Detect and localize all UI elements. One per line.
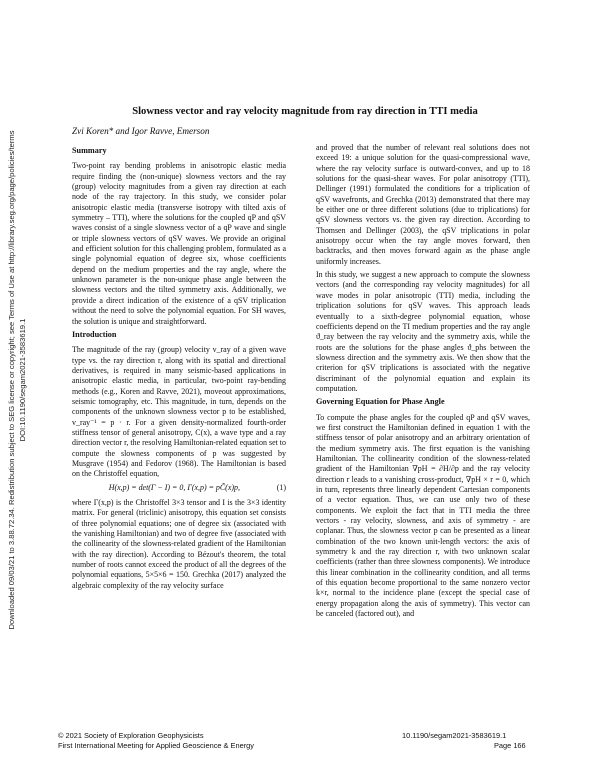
governing-equation-heading: Governing Equation for Phase Angle: [316, 397, 445, 407]
summary-heading: Summary: [72, 146, 107, 155]
summary-paragraph: Two-point ray bending problems in anisotropic elastic media require finding the (non-unique) slowness vectors and the ray (group) velocity magnitudes from a given ray direction at each node of the ray trajectory. In this study, we consider polar anisotropic elastic media (transverse isotropy with tilted axis of symmetry – TTI), where the solutions for the coupled qP and qSV waves consist of a single slowness vector of a qP wave and single or triple slowness vectors of qSV waves. We provide an original and efficient solution for this challenging problem, formulated as a single polynomial equation of degree six, whose coefficients depend on the medium properties and the ray angle, where the unknown parameter is the non-unique phase angle between the slowness vectors and the tilted symmetry axis. Additionally, we provide a direct indication of the existence of a qSV triplication without the need to solve the polynomial equation. For SH waves, the solution is unique and straightforward.: [72, 161, 286, 326]
paper-authors: Zvi Koren* and Igor Ravve, Emerson: [72, 126, 210, 136]
introduction-paragraph-1: The magnitude of the ray (group) velocity v_ray of a given wave type vs. the ray direction r, along with its spatial and directional derivatives, is required in many seismic-based applications in anisotropic elastic media, in particular, two-point ray-bending methods (e.g., Koren and Ravve, 2021), moveout approximations, seismic tomography, etc. This magnitude, in turn, depends on the components of the unknown slowness vector p to be established, v_ray⁻¹ = p · r. For a given density-normalized fourth-order stiffness tensor of general anisotropy, C(x), a wave type and a ray direction vector r, the resolving Hamiltonian-related equation set to compute the slowness components of p was suggested by Musgrave (1954) and Fedorov (1968). The Hamiltonian is based on the Christoffel equation,: [72, 345, 286, 479]
equation-number: (1): [276, 482, 286, 492]
footer-copyright: © 2021 Society of Exploration Geophysicists: [58, 731, 204, 740]
equation-text: H(x,p) = det(Γ − I) = 0, Γ(x,p) = pC̃(x)p,: [108, 482, 240, 492]
right-paragraph-2: In this study, we suggest a new approach to compute the slowness vectors (and the corresponding ray velocity magnitudes) for all wave modes in polar anisotropic (TTI) media, including the triplication solutions for qSV waves. This approach leads eventually to a sixth-degree polynomial equation, whose coefficients depend on the TI medium properties and the ray angle ϑ_ray between the ray velocity and the symmetry axis, while the roots are the solutions for the phase angles ϑ_phs between the slowness direction and the symmetry axis. We then show that the criterion for qSV triplications is associated with the negative discriminant of the polynomial equation and explain its computation.: [316, 270, 530, 393]
right-column: [316, 143, 530, 622]
paper-title: Slowness vector and ray velocity magnitude from ray direction in TTI media: [132, 106, 478, 117]
left-column: [72, 143, 286, 594]
introduction-heading: Introduction: [72, 329, 117, 339]
introduction-paragraph-2: where Γ(x,p) is the Christoffel 3×3 tensor and I is the 3×3 identity matrix. For general (triclinic) anisotropy, this equation set consists of three polynomial equations; one of degree six (associated with the vanishing Hamiltonian) and two of degree five (associated with the collinearity of the slowness-related gradient of the Hamiltonian with the ray direction). According to Bézout's theorem, the total number of roots cannot exceed the product of all the degrees of the polynomial equations, 5×5×6 = 150. Grechka (2017) analyzed the algebraic complexity of the ray velocity surface: [72, 498, 286, 590]
right-paragraph-1: and proved that the number of relevant real solutions does not exceed 19: a unique solution for the quasi-compressional wave, where the ray velocity surface is outward-convex, and up to 18 solutions for the quasi-shear waves. For polar anisotropy (TTI), Dellinger (1991) formulated the conditions for a triplication of qSV wavefronts, and Grechka (2013) demonstrated that there may be either one or three different solutions (due to triplications) for qSV slowness vectors vs. the given ray direction. According to Thomsen and Dellinger (2003), the qSV triplications in polar anisotropy occur when the ray angle moves forward, then backtracks, and then moves forward again as the phase angle uniformly increases.: [316, 143, 530, 266]
footer-meeting: First International Meeting for Applied Geoscience & Energy: [58, 741, 254, 750]
watermark-line-2: DOI:10.1190/segam2021-3583619.1: [18, 318, 27, 442]
watermark-line-1: Downloaded 09/03/21 to 3.88.72.34. Redistribution subject to SEG license or copyright; see Terms of Use at http://library.seg.org/page/policies/terms: [7, 130, 16, 630]
equation-1: [72, 483, 286, 493]
footer-doi: 10.1190/segam2021-3583619.1: [402, 731, 507, 740]
footer-page-number: Page 166: [494, 741, 526, 750]
right-paragraph-3: To compute the phase angles for the coupled qP and qSV waves, we first construct the Hamiltonian defined in equation 1 with the stiffness tensor of polar anisotropy and an arbitrary orientation of the medium symmetry axis. The first equation is the vanishing Hamiltonian. The collinearity condition of the slowness-related gradient of the Hamiltonian ∇pH = ∂H/∂p and the ray velocity direction r leads to a vanishing cross-product, ∇pH × r = 0, which in turn, represents three linearly dependent Cartesian components of a vector equation. Thus, we can use only two of these components. We exploit the fact that in TTI media the three vectors - ray velocity, slowness, and axis of symmetry - are coplanar. Thus, the slowness vector p can be presented as a linear combination of the two known unit-length vectors: the axis of symmetry k and the ray direction r, with two unknown scalar coefficients (rather than three slowness components). We introduce this linear combination in the collinearity condition, and all terms of this equation become proportional to the same nonzero vector k×r, normal to the incidence plane (except the special case of energy propagation along the axis of symmetry). This vector can be canceled (factored out), and: [316, 412, 530, 619]
download-watermark: [2, 60, 32, 700]
